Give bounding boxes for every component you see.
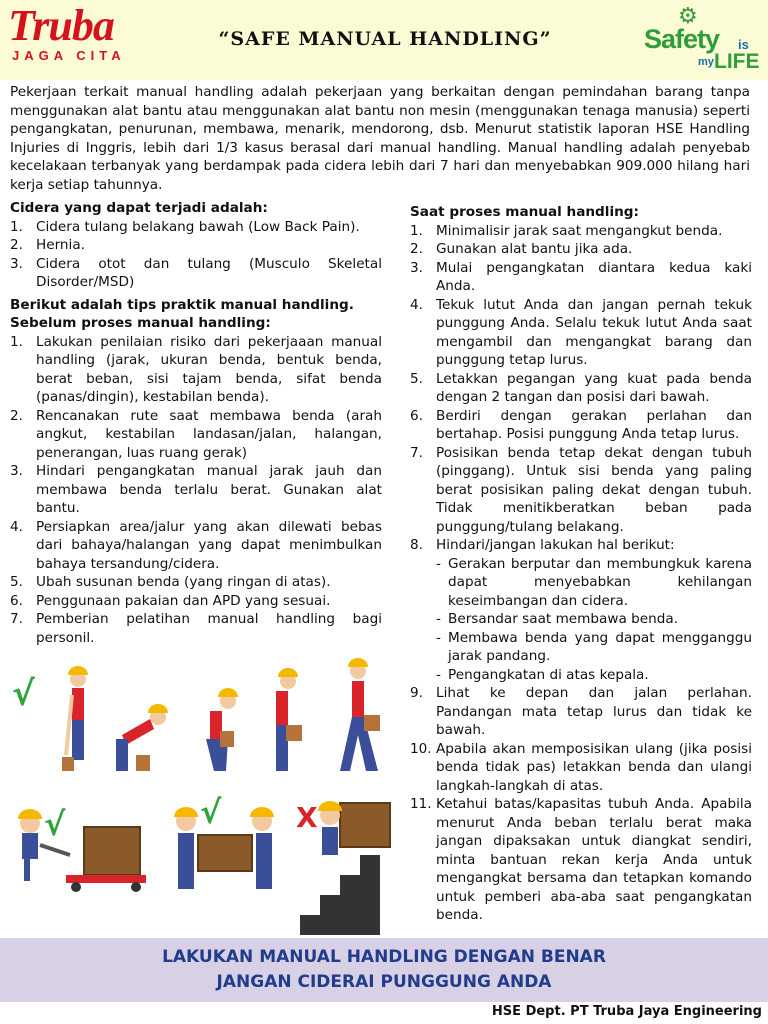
sub-list-item-text: Pengangkatan di atas kepala. [448,666,649,683]
before-heading: Sebelum proses manual handling: [10,315,271,331]
lift-step-3 [206,688,238,771]
safety-logo-life: LIFE [714,50,760,73]
list-item-text: Hindari pengangkatan manual jarak jauh dan membawa benda terlalu berat. Gunakan alat bantu. [36,463,382,516]
header [0,0,768,80]
right-column [410,203,752,925]
lift-step-1 [62,666,88,771]
list-number: 2. [10,407,23,424]
list-item-text: Hernia. [36,237,85,253]
lifting-illustrations [0,655,398,935]
list-number: 4. [10,518,23,535]
injury-item [10,218,382,237]
list-number: 5. [410,370,423,387]
left-column [10,199,382,647]
list-item-text: Tekuk lutut Anda dan jangan pernah tekuk punggung Anda. Selalu tekuk lutut Anda saat mengambil dan mengangkat barang dan punggung tetap lurus. [436,296,752,368]
list-item-text: Mulai pengangkatan diantara kedua kaki Anda. [436,259,752,294]
list-item-text: Persiapkan area/jalur yang akan dilewati bebas dari bahaya/halangan yang dapat menimbulkan bahaya tersandung/cidera. [36,518,382,572]
during-item [410,684,752,740]
list-number: 2. [410,241,423,257]
during-item [410,407,752,444]
injury-item [10,255,382,292]
list-item-text: Ubah susunan benda (yang ringan di atas). [36,574,331,590]
list-number: 7. [10,611,23,627]
safety-logo-my: my [698,56,714,68]
during-item [410,222,752,241]
lift-step-2 [116,704,168,771]
list-number: 7. [410,444,423,461]
list-item-text: Pemberian pelatihan manual handling bagi personil. [36,611,382,646]
list-number: 11. [410,796,432,812]
tip-item [10,573,382,592]
list-item-text: Rencanakan rute saat membawa benda (arah angkut, kestabilan landasan/jalan, halangan, penerangan, luas ruang gerak) [36,407,382,461]
list-item-text: Penggunaan pakaian dan APD yang sesuai. [36,592,331,609]
list-number: 9. [410,685,423,701]
tip-item [10,610,382,647]
list-item-text: Gunakan alat bantu jika ada. [436,241,633,257]
gear-icon: ⚙ [678,4,698,29]
list-number: 3. [410,259,423,276]
sub-list-item-text: Membawa benda yang dapat mengganggu jarak pandang. [448,629,752,664]
list-item-text: Berdiri dengan gerakan perlahan dan bertahap. Posisi punggung Anda tetap lurus. [436,407,752,442]
tip-item [10,333,382,407]
safety-logo [640,6,764,76]
tip-item [10,518,382,574]
during-item [410,370,752,407]
check-mark-icon: √ [12,674,35,714]
tips-heading: Berikut adalah tips praktik manual handling. [10,296,354,313]
banner-line-2: JANGAN CIDERAI PUNGGUNG ANDA [216,972,552,992]
list-number: 8. [410,537,423,553]
during-item [410,740,752,796]
cross-mark-icon: X [296,801,318,834]
sub-list-item-text: Gerakan berputar dan membungkuk karena dapat menyebabkan kehilangan keseimbangan dan cidera. [448,555,752,609]
list-item-text: Lihat ke depan dan jalan perlahan. Pandangan mata tetap lurus dan tidak ke bawah. [436,685,752,738]
list-number: 1. [410,222,423,239]
list-item-text: Posisikan benda tetap dekat dengan tubuh (pinggang). Untuk sisi benda yang paling berat posisikan paling dekat dengan tubuh. Tidak menitikberatkan beban pada punggung/tulang belakang. [436,444,752,535]
intro-paragraph: Pekerjaan terkait manual handling adalah pekerjaan yang berkaitan dengan pemindahan barang tanpa menggunakan alat bantu atau menggunakan alat bantu non mesin (menggunakan tenaga manusia) seperti pengangkatan, penurunan, membawa, menarik, mendorong, dsb. Menurut statistik laporan HSE Handling Injuries di Inggris, lebih dari 1/3 kasus berasal dari manual handling. Manual handling adalah penyebab kecelakaan terbanyak yang berdampak pada cidera lebih dari 7 hari dan menyebabkan 909.000 hilang hari kerja setiap tahunnya. [10,84,750,193]
sub-list-item: - Bersandar saat membawa benda. [436,611,679,627]
list-item-text: Cidera tulang belakang bawah (Low Back Pain). [36,218,360,235]
truba-logo [8,1,133,74]
during-list [410,222,752,925]
list-item-text: Lakukan penilaian risiko dari pekerjaaan manual handling (jarak, ukuran benda, bentuk benda, berat beban, sisi tajam benda, sifat benda (panas/dingin), kestabilan benda). [36,333,382,405]
during-heading: Saat proses manual handling: [410,204,639,220]
footer-credit: HSE Dept. PT Truba Jaya Engineering [491,1004,762,1019]
sub-list-item-text: Bersandar saat membawa benda. [448,611,679,627]
bottom-banner [0,938,768,1002]
team-lift-illustration [174,793,274,889]
list-item-text: Ketahui batas/kapasitas tubuh Anda. Apabila menurut Anda beban terlalu berat maka jangan dipaksakan untuk diangkat sendiri, minta bantuan rekan kerja Anda untuk mengangkat bersama dan tetapkan komando untuk pemberi aba-aba saat pengangkatan benda. [436,796,752,923]
injury-item [10,236,382,255]
tip-item [10,462,382,518]
list-number: 4. [410,296,423,313]
sub-list-item: - Gerakan berputar dan membungkuk karena dapat menyebabkan kehilangan keseimbangan dan cidera. [436,555,752,609]
injuries-heading: Cidera yang dapat terjadi adalah: [10,200,268,216]
tip-item [10,407,382,463]
tip-item [10,592,382,611]
list-number: 3. [10,255,23,272]
tips-list [10,333,382,648]
logo-main-text: Truba [8,1,114,50]
list-number: 5. [10,574,23,590]
list-number: 2. [10,237,23,253]
stairs-carry-illustration [296,801,390,935]
logo-sub-text: JAGA CITA [12,48,126,63]
banner-line-1: LAKUKAN MANUAL HANDLING DENGAN BENAR [162,947,606,967]
lift-step-5 [340,658,380,771]
check-mark-icon: √ [200,793,222,831]
list-number: 1. [10,218,23,235]
list-item-text: Apabila akan memposisikan ulang (jika posisi benda tidak pas) letakkan benda dan ulangi langkah-langkah di atas. [436,740,752,794]
during-item [410,240,752,259]
list-item-text: Minimalisir jarak saat mengangkut benda. [436,222,723,239]
list-item-text: Hindari/jangan lakukan hal berikut: [436,537,675,553]
sub-list-item: - Membawa benda yang dapat mengganggu jarak pandang. [436,629,752,664]
safety-logo-word: Safety [644,24,720,54]
during-item [410,259,752,296]
injuries-list [10,218,382,292]
during-item [410,536,752,684]
safety-logo-is: is [738,37,749,52]
during-item [410,444,752,537]
list-number: 3. [10,463,23,479]
list-item-text: Cidera otot dan tulang (Musculo Skeletal Disorder/MSD) [36,255,382,290]
list-number: 6. [410,407,423,424]
list-item-text: Letakkan pegangan yang kuat pada benda dengan 2 tangan dan posisi dari bawah. [436,370,752,405]
during-item [410,296,752,370]
lift-step-4 [276,668,302,771]
trolley-illustration [18,805,146,892]
sub-list-item: - Pengangkatan di atas kepala. [436,666,649,683]
page-title: “SAFE MANUAL HANDLING” [218,28,552,50]
list-number: 1. [10,333,23,350]
list-number: 6. [10,592,23,609]
check-mark-icon: √ [44,805,66,843]
list-number: 10. [410,740,432,757]
sub-list [436,555,752,685]
during-item [410,795,752,925]
